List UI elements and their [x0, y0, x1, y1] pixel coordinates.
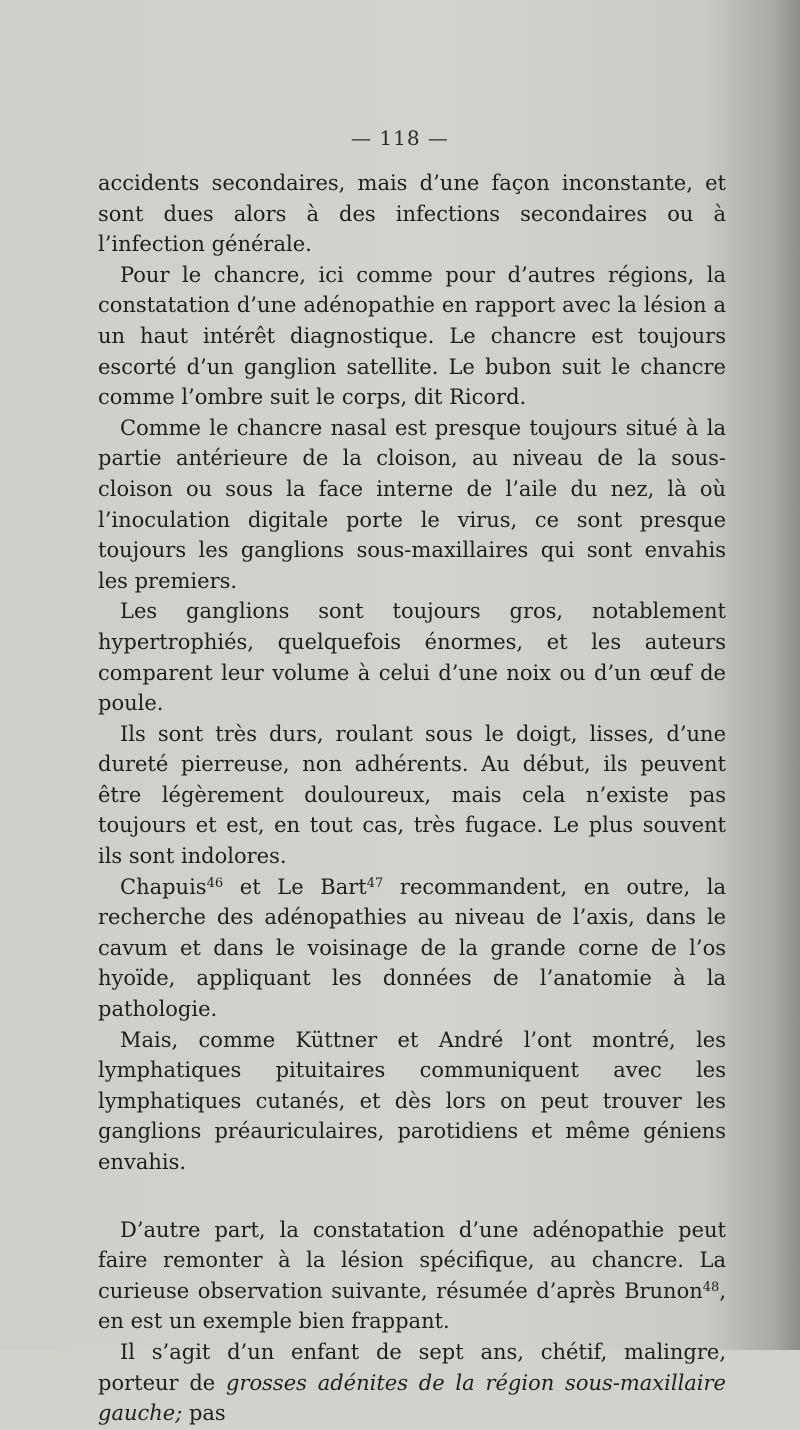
text-run: pas [182, 1401, 226, 1426]
paragraph [98, 1215, 726, 1337]
footnote-ref: 46 [206, 875, 224, 891]
paragraph: accidents secondaires, mais d’une façon inconstante, et sont dues alors à des infections secondaires ou à l’infection générale. [98, 171, 726, 257]
paragraph: Mais, comme Küttner et André l’ont montré, les lymphatiques pituitaires communiquent avec les lymphatiques cutanés, et dès lors on peut trouver les ganglions préauriculaires, parotidiens et même géniens envahis. [98, 1027, 726, 1174]
paragraph: Pour le chancre, ici comme pour d’autres régions, la constatation d’une adénopathie en rapport avec la lésion a un haut intérêt diagnostique. Le chancre est toujours escorté d’un ganglion satellite. Le bubon suit le chancre comme l’ombre suit le corps, dit Ricord. [98, 262, 726, 410]
footnote-ref: 47 [366, 875, 384, 891]
page-body [98, 168, 726, 1429]
page-number: — 118 — [351, 126, 449, 150]
text-run: et Le Bart [223, 874, 367, 899]
paragraph: Ils sont très durs, roulant sous le doigt, lisses, d’une dureté pierreuse, non adhérents. Au début, ils peuvent être légèrement douloureux, mais cela n’existe pas toujours et est, en tout cas, très fugace. Le plus souvent ils sont indolores. [98, 721, 726, 869]
text-run: Il s’agit d’un enfant de sept ans, chétif, malingre, porteur de [98, 1339, 726, 1395]
text-run: recommandent, en outre, la recherche des adénopathies au niveau de l’axis, dans le cavum et dans le voisinage de la grande corne de l’os hyoïde, appliquant les données de l’anatomie à la pathologie. [98, 874, 727, 1022]
paragraph: Comme le chancre nasal est presque toujours situé à la partie antérieure de la cloison, au niveau de la sous-cloison ou sous la face interne de l’aile du nez, là où l’inoculation digitale porte le virus, ce sont presque toujours les ganglions sous-maxillaires qui sont envahis les premiers. [98, 415, 726, 593]
paragraph [98, 872, 726, 1025]
paragraph: Les ganglions sont toujours gros, notablement hypertrophiés, quelquefois énormes, et les auteurs comparent leur volume à celui d’une noix ou d’un œuf de poule. [98, 599, 726, 716]
footnote-ref: 48 [702, 1279, 720, 1295]
paragraph [98, 1337, 726, 1429]
text-run: D’autre part, la constatation d’une adénopathie peut faire remonter à la lésion spécifique, au chancre. La curieuse observation suivante, résumée d’après Brunon [98, 1217, 726, 1303]
italic-text: grosses adénites de la région sous-maxillaire gauche; [98, 1370, 726, 1426]
text-run: Chapuis [120, 874, 207, 899]
text-run: , en est un exemple bien frappant. [98, 1278, 726, 1334]
